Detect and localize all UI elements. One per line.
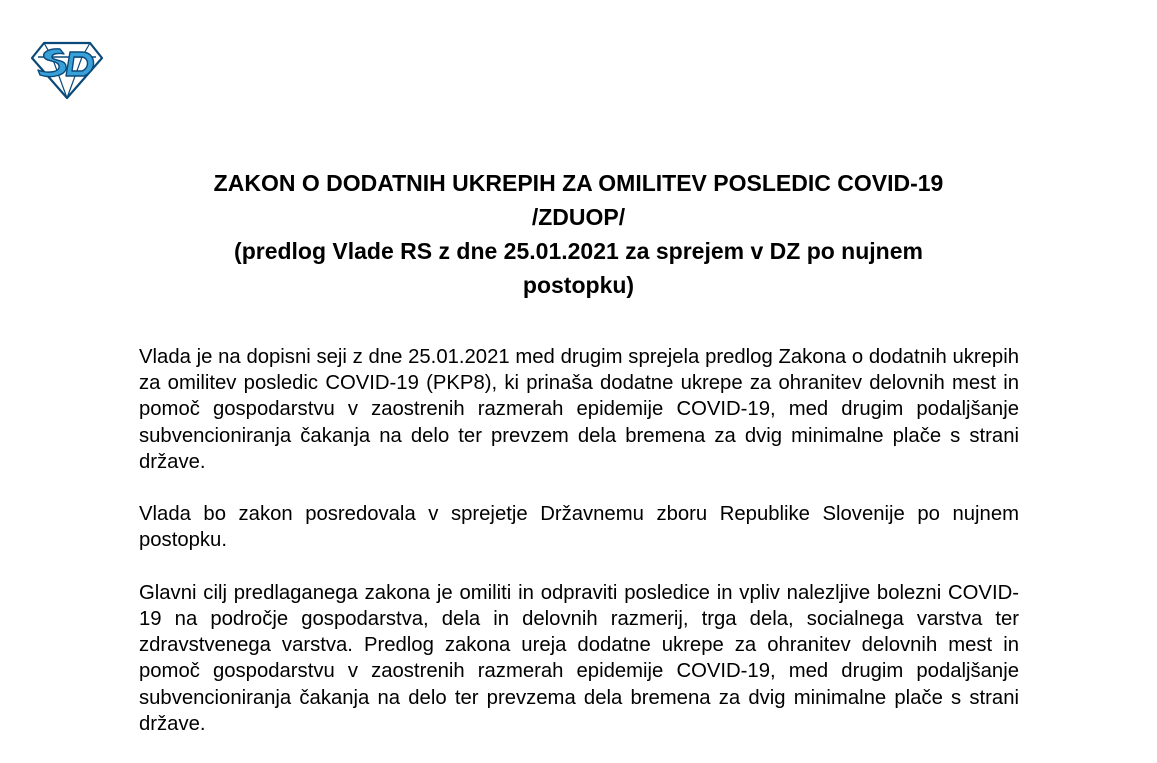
title-line-4: postopku) bbox=[522, 272, 635, 298]
document-title bbox=[120, 166, 1037, 302]
title-line-2: /ZDUOP/ bbox=[531, 204, 626, 230]
document-body bbox=[139, 344, 1019, 763]
paragraph-2: Vlada bo zakon posredovala v sprejetje Državnemu zboru Republike Slovenije po nujnem postopku. bbox=[139, 503, 1019, 552]
paragraph-1: Vlada je na dopisni seji z dne 25.01.2021 med drugim sprejela predlog Zakona o dodatnih ukrepih za omilitev posledic COVID-19 (PKP8), ki prinaša dodatne ukrepe za ohranitev delovnih mest in pomoč gospodarstvu v zaostrenih razmerah epidemije COVID-19, med drugim podaljšanje subvencioniranja čakanja na delo ter prevzem dela bremena za dvig minimalne plače s strani države. bbox=[139, 346, 1019, 473]
paragraph-3: Glavni cilj predlaganega zakona je omiliti in odpraviti posledice in vpliv nalezljive bolezni COVID-19 na področje gospodarstva, dela in delovnih razmerij, trga dela, socialnega varstva ter zdravstvenega varstva. Predlog zakona ureja dodatne ukrepe za ohranitev delovnih mest in pomoč gospodarstvu v zaostrenih razmerah epidemije COVID-19, med drugim podaljšanje subvencioniranja čakanja na delo ter prevzema dela bremena za dvig minimalne plače s strani države. bbox=[139, 581, 1019, 735]
title-line-3: (predlog Vlade RS z dne 25.01.2021 za sprejem v DZ po nujnem bbox=[234, 238, 923, 264]
title-line-1: ZAKON O DODATNIH UKREPIH ZA OMILITEV POSLEDIC COVID-19 bbox=[213, 170, 944, 196]
sd-logo-icon bbox=[30, 40, 104, 100]
